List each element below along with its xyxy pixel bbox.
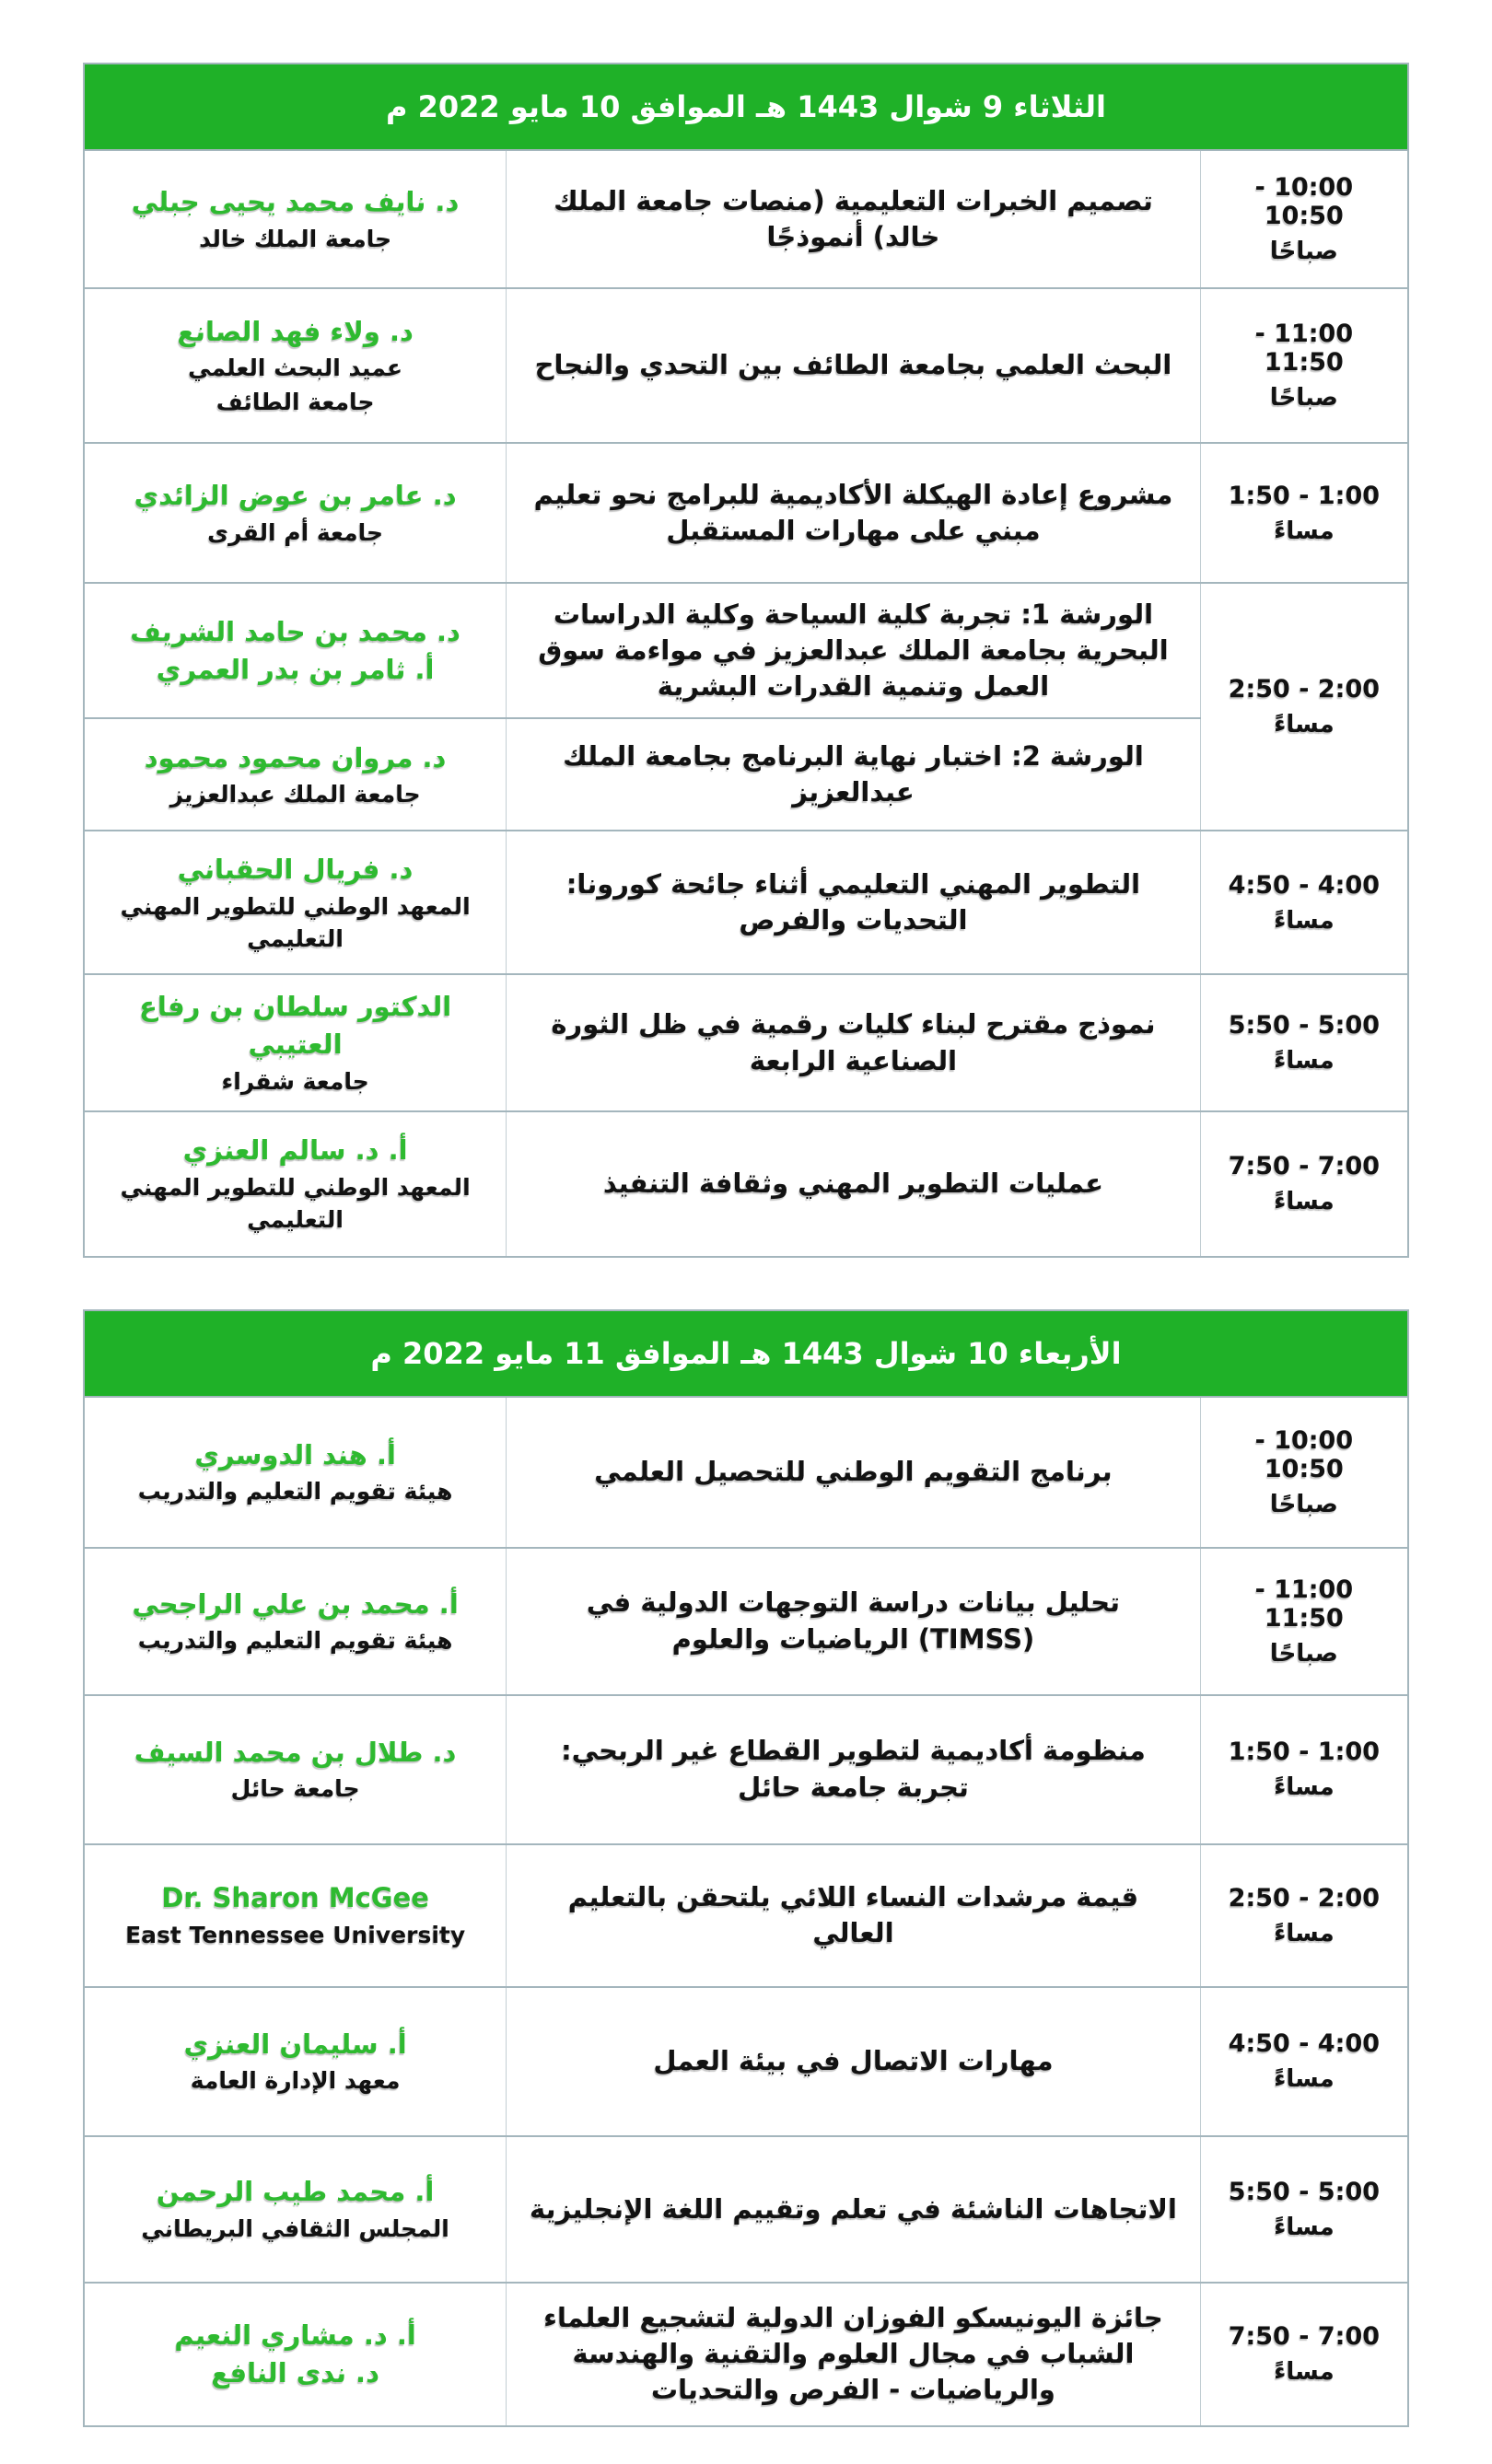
speaker-cell xyxy=(84,2136,507,2283)
speaker-affiliation: هيئة تقويم التعليم والتدريب xyxy=(137,1627,453,1655)
schedule-row xyxy=(84,974,1408,1110)
speaker-affiliation: جامعة الطائف xyxy=(216,389,375,416)
day-1-rows xyxy=(84,150,1408,1257)
speaker-cell xyxy=(84,974,507,1110)
session-title: البحث العلمي بجامعة الطائف بين التحدي والنجاح xyxy=(534,349,1172,381)
speaker-cell xyxy=(84,583,507,718)
session-title-cell xyxy=(507,831,1201,974)
day-2-rows xyxy=(84,1397,1408,2426)
speaker-name: أ. هند الدوسري xyxy=(194,1438,396,1470)
time-range: 7:00 - 7:50 xyxy=(1228,2322,1381,2352)
time-range: 1:00 - 1:50 xyxy=(1228,1738,1381,1767)
speaker-name: أ. د. سالم العنزي xyxy=(182,1134,408,1167)
session-title: جائزة اليونيسكو الفوزان الدولية لتشجيع العلماء الشباب في مجال العلوم والتقنية والهندسة والرياضيات - الفرص والتحديات xyxy=(543,2301,1163,2406)
speaker-name: د. نايف محمد يحيى جبلي xyxy=(131,186,460,218)
speaker-name: د. عامر بن عوض الزائدي xyxy=(134,480,457,512)
session-title-cell xyxy=(507,1111,1201,1257)
session-title-cell xyxy=(507,1548,1201,1695)
time-period: مساءً xyxy=(1274,1047,1335,1075)
time-range: 5:00 - 5:50 xyxy=(1228,2177,1381,2206)
schedule-row xyxy=(84,1987,1408,2136)
session-title-cell xyxy=(507,718,1201,831)
session-title: التطوير المهني التعليمي أثناء جائحة كورونا: التحديات والفرص xyxy=(565,868,1141,936)
schedule-row xyxy=(84,1397,1408,1548)
schedule-table-day-1 xyxy=(83,63,1409,1258)
speaker-cell xyxy=(84,288,507,443)
session-title-cell xyxy=(507,1695,1201,1844)
speaker-affiliation: المعهد الوطني للتطوير المهني التعليمي xyxy=(120,1173,471,1233)
day-header-2: الأربعاء 10 شوال 1443 هـ الموافق 11 مايو 2022 م xyxy=(84,1310,1408,1397)
speaker-affiliation: جامعة حائل xyxy=(230,1775,360,1803)
session-title-cell xyxy=(507,974,1201,1110)
time-range: 4:00 - 4:50 xyxy=(1228,2029,1381,2059)
time-period: مساءً xyxy=(1274,2065,1335,2094)
speaker-cell xyxy=(84,1844,507,1987)
time-cell xyxy=(1200,831,1408,974)
session-title-cell xyxy=(507,2136,1201,2283)
session-title: قيمة مرشدات النساء اللائي يلتحقن بالتعليم العالي xyxy=(567,1880,1139,1949)
schedule-row xyxy=(84,583,1408,718)
speaker-name: د. ندى النافع xyxy=(211,2356,379,2388)
time-cell xyxy=(1200,2283,1408,2426)
speaker-cell xyxy=(84,718,507,831)
speaker-name: د. طلال بن محمد السيف xyxy=(134,1736,457,1768)
time-range: 2:00 - 2:50 xyxy=(1228,675,1381,704)
time-range: 5:00 - 5:50 xyxy=(1228,1011,1381,1040)
session-title: نموذج مقترح لبناء كليات رقمية في ظل الثورة الصناعية الرابعة xyxy=(551,1008,1156,1076)
time-range: 4:00 - 4:50 xyxy=(1228,870,1381,900)
time-period: صباحًا xyxy=(1269,384,1338,412)
session-title: منظومة أكاديمية لتطوير القطاع غير الربحي: تجربة جامعة حائل xyxy=(561,1735,1146,1803)
time-range: 1:00 - 1:50 xyxy=(1228,481,1381,510)
schedule-row xyxy=(84,150,1408,288)
speaker-name: د. مروان محمود محمود xyxy=(144,741,447,773)
time-period: صباحًا xyxy=(1269,1490,1338,1518)
time-range: 11:00 - 11:50 xyxy=(1254,320,1354,377)
time-cell xyxy=(1200,1548,1408,1695)
schedule-table-day-2 xyxy=(83,1309,1409,2427)
time-cell xyxy=(1200,150,1408,288)
speaker-affiliation: هيئة تقويم التعليم والتدريب xyxy=(137,1478,453,1505)
time-period: مساءً xyxy=(1274,711,1335,739)
speaker-name: أ. سليمان العنزي xyxy=(183,2028,407,2060)
session-title-cell xyxy=(507,443,1201,583)
speaker-affiliation: المعهد الوطني للتطوير المهني التعليمي xyxy=(120,892,471,952)
time-period: صباحًا xyxy=(1269,238,1338,265)
time-cell xyxy=(1200,2136,1408,2283)
speaker-affiliation: معهد الإدارة العامة xyxy=(190,2067,401,2095)
session-title: الاتجاهات الناشئة في تعلم وتقييم اللغة الإنجليزية xyxy=(530,2192,1177,2225)
schedule-row xyxy=(84,2136,1408,2283)
session-title-cell xyxy=(507,583,1201,718)
session-title: تحليل بيانات دراسة التوجهات الدولية في (TIMSS) الرياضيات والعلوم xyxy=(586,1586,1121,1655)
speaker-name: د. ولاء فهد الصانع xyxy=(177,315,414,347)
speaker-cell xyxy=(84,2283,507,2426)
speaker-name: أ. محمد طيب الرحمن xyxy=(156,2176,435,2208)
time-cell xyxy=(1200,1987,1408,2136)
speaker-name: د. فريال الحقباني xyxy=(177,854,414,886)
schedule-row xyxy=(84,288,1408,443)
session-title-cell xyxy=(507,288,1201,443)
time-period: مساءً xyxy=(1274,517,1335,545)
speaker-cell xyxy=(84,831,507,974)
speaker-name: أ. ثامر بن بدر العمري xyxy=(156,653,435,685)
schedule-row xyxy=(84,1844,1408,1987)
time-range: 11:00 - 11:50 xyxy=(1254,1575,1354,1633)
speaker-affiliation: East Tennessee University xyxy=(125,1921,466,1948)
speaker-cell xyxy=(84,1548,507,1695)
speaker-cell xyxy=(84,1987,507,2136)
time-range: 2:00 - 2:50 xyxy=(1228,1883,1381,1912)
session-title-cell xyxy=(507,2283,1201,2426)
time-period: مساءً xyxy=(1274,1919,1335,1947)
speaker-affiliation: المجلس الثقافي البريطاني xyxy=(141,2214,449,2242)
speaker-affiliation: جامعة الملك خالد xyxy=(199,225,392,252)
speaker-affiliation: جامعة أم القرى xyxy=(207,518,384,546)
speaker-cell xyxy=(84,1397,507,1548)
session-title-cell xyxy=(507,1397,1201,1548)
session-title: مهارات الاتصال في بيئة العمل xyxy=(653,2045,1054,2077)
time-range: 10:00 - 10:50 xyxy=(1254,173,1354,230)
time-cell xyxy=(1200,288,1408,443)
time-period: مساءً xyxy=(1274,906,1335,935)
session-title: برنامج التقويم الوطني للتحصيل العلمي xyxy=(594,1456,1113,1488)
session-title-cell xyxy=(507,1844,1201,1987)
session-title-cell xyxy=(507,150,1201,288)
time-period: مساءً xyxy=(1274,1188,1335,1216)
schedule-row xyxy=(84,1111,1408,1257)
schedule-row xyxy=(84,2283,1408,2426)
session-title: تصميم الخبرات التعليمية (منصات جامعة الملك خالد) أنموذجًا xyxy=(554,184,1153,252)
time-cell xyxy=(1200,1111,1408,1257)
time-cell xyxy=(1200,974,1408,1110)
speaker-name: الدكتور سلطان بن رفاع العتيبي xyxy=(139,991,452,1061)
schedule-row xyxy=(84,831,1408,974)
time-cell xyxy=(1200,583,1408,831)
session-title: مشروع إعادة الهيكلة الأكاديمية للبرامج نحو تعليم مبني على مهارات المستقبل xyxy=(533,478,1173,546)
time-cell xyxy=(1200,1695,1408,1844)
speaker-name: أ. محمد بن علي الراجحي xyxy=(132,1587,459,1620)
time-period: مساءً xyxy=(1274,2358,1335,2387)
speaker-name: د. محمد بن حامد الشريف xyxy=(130,616,460,648)
time-period: مساءً xyxy=(1274,2213,1335,2241)
speaker-cell xyxy=(84,150,507,288)
session-title: الورشة 1: تجربة كلية السياحة وكلية الدراسات البحرية بجامعة الملك عبدالعزيز في مواءمة سوق العمل وتنمية القدرات البشرية xyxy=(538,599,1169,703)
speaker-affiliation: جامعة شقراء xyxy=(221,1067,369,1095)
time-period: صباحًا xyxy=(1269,1639,1338,1668)
schedule-row xyxy=(84,443,1408,583)
time-cell xyxy=(1200,1844,1408,1987)
session-title: الورشة 2: اختبار نهاية البرنامج بجامعة الملك عبدالعزيز xyxy=(563,740,1144,808)
speaker-affiliation: جامعة الملك عبدالعزيز xyxy=(169,781,421,808)
speaker-name: أ. د. مشاري النعيم xyxy=(174,2319,416,2352)
session-title-cell xyxy=(507,1987,1201,2136)
time-period: مساءً xyxy=(1274,1773,1335,1802)
schedule-row xyxy=(84,1548,1408,1695)
time-range: 10:00 - 10:50 xyxy=(1254,1425,1354,1483)
speaker-cell xyxy=(84,1695,507,1844)
speaker-cell xyxy=(84,1111,507,1257)
speaker-name: Dr. Sharon McGee xyxy=(161,1882,429,1914)
day-header-1: الثلاثاء 9 شوال 1443 هـ الموافق 10 مايو 2022 م xyxy=(84,64,1408,150)
schedule-row xyxy=(84,1695,1408,1844)
time-cell xyxy=(1200,1397,1408,1548)
speaker-affiliation: عميد البحث العلمي xyxy=(188,354,403,382)
session-title: عمليات التطوير المهني وثقافة التنفيذ xyxy=(602,1168,1104,1200)
speaker-cell xyxy=(84,443,507,583)
time-range: 7:00 - 7:50 xyxy=(1228,1152,1381,1181)
time-cell xyxy=(1200,443,1408,583)
